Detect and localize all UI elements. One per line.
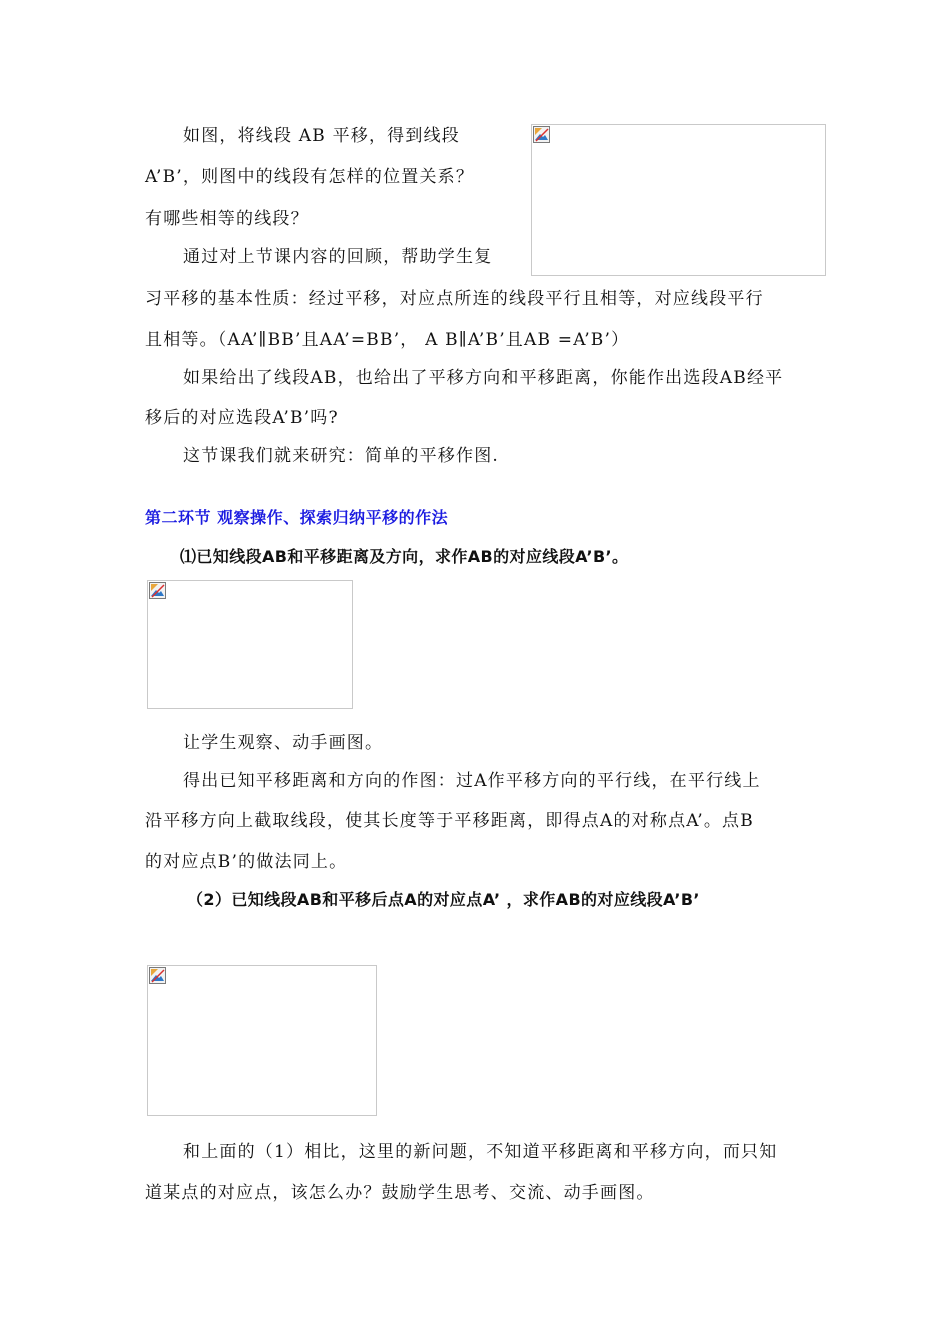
paragraph-7-line-1: 和上面的（1）相比，这里的新问题，不知道平移距离和平移方向，而只知 xyxy=(183,1142,778,1162)
paragraph-6-line-2: 沿平移方向上截取线段，使其长度等于平移距离，即得点A的对称点A’。点B xyxy=(145,811,754,831)
paragraph-4-line-1: 这节课我们就来研究：简单的平移作图. xyxy=(183,446,500,466)
paragraph-3-line-2: 移后的对应选段A’B’吗? xyxy=(145,408,339,428)
question-1: ⑴已知线段AB和平移距离及方向，求作AB的对应线段A’B’。 xyxy=(180,547,629,566)
broken-image-icon xyxy=(533,126,550,143)
figure-1-placeholder xyxy=(531,124,826,276)
section-heading: 第二环节 观察操作、探索归纳平移的作法 xyxy=(145,508,449,527)
broken-image-icon xyxy=(149,967,166,984)
paragraph-2-line-3: 且相等。（AA’∥BB’且AA’=BB’， A B∥A’B’且AB =A’B’） xyxy=(145,330,630,350)
question-2: （2）已知线段AB和平移后点A的对应点A’ ，求作AB的对应线段A’B’ xyxy=(187,890,700,909)
paragraph-1-line-2: A’B’，则图中的线段有怎样的位置关系？ xyxy=(145,167,475,187)
paragraph-2-line-2: 习平移的基本性质：经过平移，对应点所连的线段平行且相等，对应线段平行 xyxy=(145,289,764,309)
paragraph-7-line-2: 道某点的对应点，该怎么办？鼓励学生思考、交流、动手画图。 xyxy=(145,1183,655,1203)
paragraph-1-line-3: 有哪些相等的线段？ xyxy=(145,209,309,229)
paragraph-5-line-1: 让学生观察、动手画图。 xyxy=(183,733,384,753)
paragraph-1-line-1: 如图，将线段 AB 平移，得到线段 xyxy=(183,126,460,146)
paragraph-3-line-1: 如果给出了线段AB，也给出了平移方向和平移距离，你能作出选段AB经平 xyxy=(183,368,784,388)
paragraph-6-line-1: 得出已知平移距离和方向的作图：过A作平移方向的平行线，在平行线上 xyxy=(183,771,761,791)
figure-3-placeholder xyxy=(147,965,377,1116)
paragraph-2-line-1: 通过对上节课内容的回顾，帮助学生复 xyxy=(183,247,493,267)
paragraph-6-line-3: 的对应点B’的做法同上。 xyxy=(145,852,348,872)
figure-2-placeholder xyxy=(147,580,353,709)
broken-image-icon xyxy=(149,582,166,599)
